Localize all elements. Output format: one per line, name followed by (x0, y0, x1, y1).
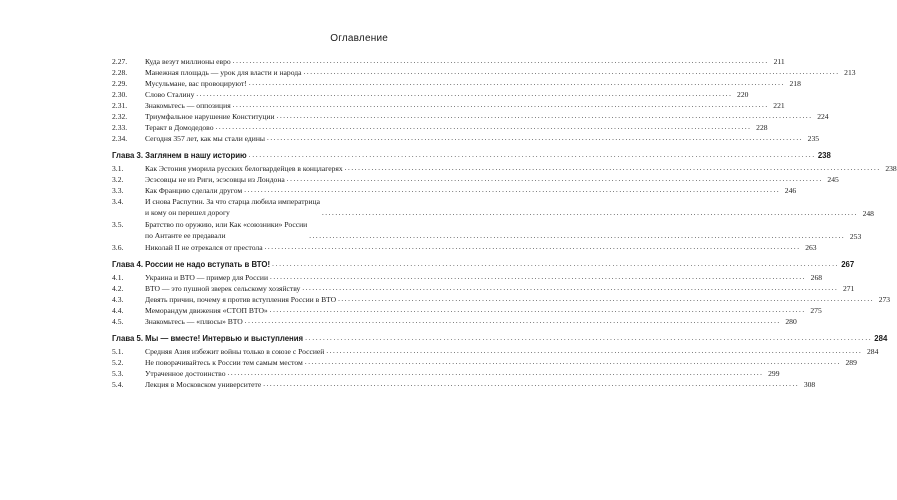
entry-number: 4.1. (112, 273, 124, 282)
entry-number: 2.27. (112, 57, 128, 66)
entry-title: Лекция в Московском университете (145, 380, 262, 389)
leader-dots: ................................................................................................................................................................ (263, 380, 800, 388)
entry-page: 221 (773, 101, 785, 110)
entry-number: 3.5. (112, 220, 124, 229)
running-header: Оглавление (330, 33, 388, 44)
entry-page: 275 (810, 306, 822, 315)
leader-dots: ................................................................................................................................................................ (244, 186, 781, 194)
entry-title-line: и кому он перешел дорогу (145, 208, 230, 217)
chapter-title: Глава 4. России не надо вступать в ВТО! (112, 260, 271, 269)
entry-page: 235 (807, 134, 820, 143)
entry-number: 5.4. (112, 380, 124, 389)
toc-entry[interactable] (112, 196, 874, 219)
entry-page: 246 (784, 186, 797, 195)
entry-page: 271 (842, 284, 855, 293)
entry-page: 289 (845, 358, 857, 367)
leader-dots: ................................................................................................................................................................ (286, 175, 823, 183)
leader-dots: ................................................................................................................................................................ (227, 369, 764, 377)
leader-dots: ................................................................................................................................................................ (232, 101, 769, 109)
entry-title: Слово Сталину (145, 90, 195, 99)
entry-title: Как Францию сделали другом (145, 186, 243, 195)
toc-entry[interactable] (112, 219, 862, 242)
entry-number: 2.28. (112, 68, 128, 77)
entry-number: 2.29. (112, 79, 128, 88)
entry-title: Триумфальное нарушение Конституции (145, 112, 275, 121)
entry-number: 5.1. (112, 347, 124, 356)
toc-entry[interactable] (112, 56, 785, 67)
entry-number: 2.30. (112, 90, 128, 99)
entry-title: Утраченное достоинство (145, 369, 226, 378)
entry-page: 218 (789, 79, 801, 88)
entry-number: 5.2. (112, 358, 124, 367)
entry-number: 3.6. (112, 243, 124, 252)
entry-page: 284 (866, 347, 879, 356)
toc-entry[interactable] (112, 316, 797, 327)
leader-dots: ................................................................................................................................................................ (303, 68, 840, 76)
entry-title (145, 219, 307, 242)
entry-number: 3.4. (112, 197, 124, 206)
leader-dots: ................................................................................................................................................................ (338, 295, 875, 303)
entry-title: Девять причин, почему я против вступления России в ВТО (145, 295, 337, 304)
toc-entry[interactable] (112, 174, 839, 185)
entry-page: 228 (756, 123, 768, 132)
entry-title (145, 196, 320, 219)
entry-title: Эсэсовцы не из Риги, эсэсовцы из Лондона (145, 175, 285, 184)
entry-page: 213 (844, 68, 856, 77)
chapter-4-heading[interactable] (112, 259, 855, 271)
entry-number: 3.1. (112, 164, 124, 173)
toc-entry[interactable] (112, 346, 879, 357)
entry-title: Теракт в Домодедово (145, 123, 214, 132)
entry-title-line: И снова Распутин. За что старца любила императрица (145, 197, 320, 206)
entry-page: 263 (805, 243, 817, 252)
leader-dots: ................................................................................................................................................................ (326, 347, 863, 355)
entry-number: 4.4. (112, 306, 124, 315)
toc-entry[interactable] (112, 242, 817, 253)
entry-title: Манежная площадь — урок для власти и народа (145, 68, 302, 77)
toc-entry[interactable] (112, 163, 897, 174)
toc-entry[interactable] (112, 305, 822, 316)
table-of-contents (112, 56, 897, 390)
leader-dots: ................................................................................................................................................................ (309, 232, 846, 240)
toc-entry[interactable] (112, 368, 780, 379)
entry-title: Меморандум движения «СТОП ВТО» (145, 306, 268, 315)
entry-number: 2.31. (112, 101, 128, 110)
entry-page: 220 (737, 90, 749, 99)
leader-dots: ................................................................................................................................................................ (272, 261, 840, 268)
leader-dots: ................................................................................................................................................................ (248, 79, 785, 87)
chapter-page: 284 (874, 334, 888, 343)
chapter-3-list (112, 163, 897, 253)
entry-title: Знакомьтесь — оппозиция (145, 101, 231, 110)
leader-dots: ................................................................................................................................................................ (302, 284, 839, 292)
toc-entry[interactable] (112, 67, 856, 78)
entry-title: Мусульмане, вас провоцируют! (145, 79, 247, 88)
leader-dots: ................................................................................................................................................................ (304, 358, 841, 366)
entry-title: Не поворачивайтесь к России тем самым местом (145, 358, 303, 367)
entry-page: 248 (862, 209, 874, 218)
chapter-3-heading[interactable] (112, 150, 831, 162)
entry-page: 268 (810, 273, 823, 282)
entry-title: Украина и ВТО — пример для России (145, 273, 269, 282)
entry-number: 2.34. (112, 134, 128, 143)
toc-entry[interactable] (112, 133, 820, 144)
toc-entry[interactable] (112, 185, 797, 196)
entry-page: 253 (849, 232, 862, 241)
section-2-list (112, 56, 856, 144)
entry-title-line: по Антанте ее предавали (145, 231, 226, 240)
entry-page: 224 (817, 112, 829, 121)
leader-dots: ................................................................................................................................................................ (270, 273, 807, 281)
entry-number: 3.2. (112, 175, 124, 184)
leader-dots: ................................................................................................................................................................ (196, 90, 733, 98)
entry-number: 5.3. (112, 369, 124, 378)
entry-number: 2.33. (112, 123, 128, 132)
leader-dots: ................................................................................................................................................................ (321, 209, 858, 217)
leader-dots: ................................................................................................................................................................ (267, 134, 804, 142)
toc-entry[interactable] (112, 294, 891, 305)
entry-page: 238 (885, 164, 897, 173)
chapter-title: Глава 3. Заглянем в нашу историю (112, 151, 247, 160)
chapter-page: 267 (841, 260, 855, 269)
toc-entry[interactable] (112, 122, 768, 133)
leader-dots: ................................................................................................................................................................ (276, 112, 813, 120)
entry-title: Куда везут миллионы евро (145, 57, 231, 66)
leader-dots: ................................................................................................................................................................ (344, 164, 881, 172)
chapter-5-heading[interactable] (112, 333, 888, 345)
entry-title: Как Эстония уморила русских белогвардейцев в концлагерях (145, 164, 343, 173)
toc-entry[interactable] (112, 379, 816, 390)
entry-title: ВТО — это пушной зверек сельскому хозяйству (145, 284, 301, 293)
leader-dots: ................................................................................................................................................................ (215, 123, 752, 131)
chapter-5-list (112, 346, 879, 390)
toc-entry[interactable] (112, 100, 785, 111)
entry-page: 273 (878, 295, 891, 304)
entry-number: 2.32. (112, 112, 128, 121)
leader-dots: ................................................................................................................................................................ (264, 243, 801, 251)
entry-number: 4.2. (112, 284, 124, 293)
entry-title: Сегодня 357 лет, как мы стали едины (145, 134, 266, 143)
entry-title: Средняя Азия избежит войны только в союзе с Россией (145, 347, 325, 356)
toc-entry[interactable] (112, 89, 749, 100)
entry-number: 4.5. (112, 317, 124, 326)
toc-entry[interactable] (112, 272, 823, 283)
entry-title: Николай II не отрекался от престола (145, 243, 263, 252)
entry-title: Знакомьтесь — «плюсы» ВТО (145, 317, 243, 326)
leader-dots: ................................................................................................................................................................ (232, 57, 769, 65)
chapter-4-list (112, 272, 891, 327)
toc-entry[interactable] (112, 111, 829, 122)
entry-page: 211 (773, 57, 785, 66)
leader-dots: ................................................................................................................................................................ (305, 335, 873, 342)
entry-page: 245 (827, 175, 839, 184)
leader-dots: ................................................................................................................................................................ (244, 317, 781, 325)
entry-number: 4.3. (112, 295, 124, 304)
entry-number: 3.3. (112, 186, 124, 195)
entry-page: 299 (768, 369, 780, 378)
toc-entry[interactable] (112, 283, 855, 294)
chapter-title: Глава 5. Мы — вместе! Интервью и выступления (112, 334, 304, 343)
toc-entry[interactable] (112, 78, 801, 89)
leader-dots: ................................................................................................................................................................ (248, 152, 816, 159)
toc-entry[interactable] (112, 357, 857, 368)
entry-title-line: Братство по оружию, или Как «союзники» России (145, 220, 308, 229)
entry-page: 280 (785, 317, 797, 326)
chapter-page: 238 (817, 151, 831, 160)
leader-dots: ................................................................................................................................................................ (269, 306, 806, 314)
entry-page: 308 (803, 380, 816, 389)
